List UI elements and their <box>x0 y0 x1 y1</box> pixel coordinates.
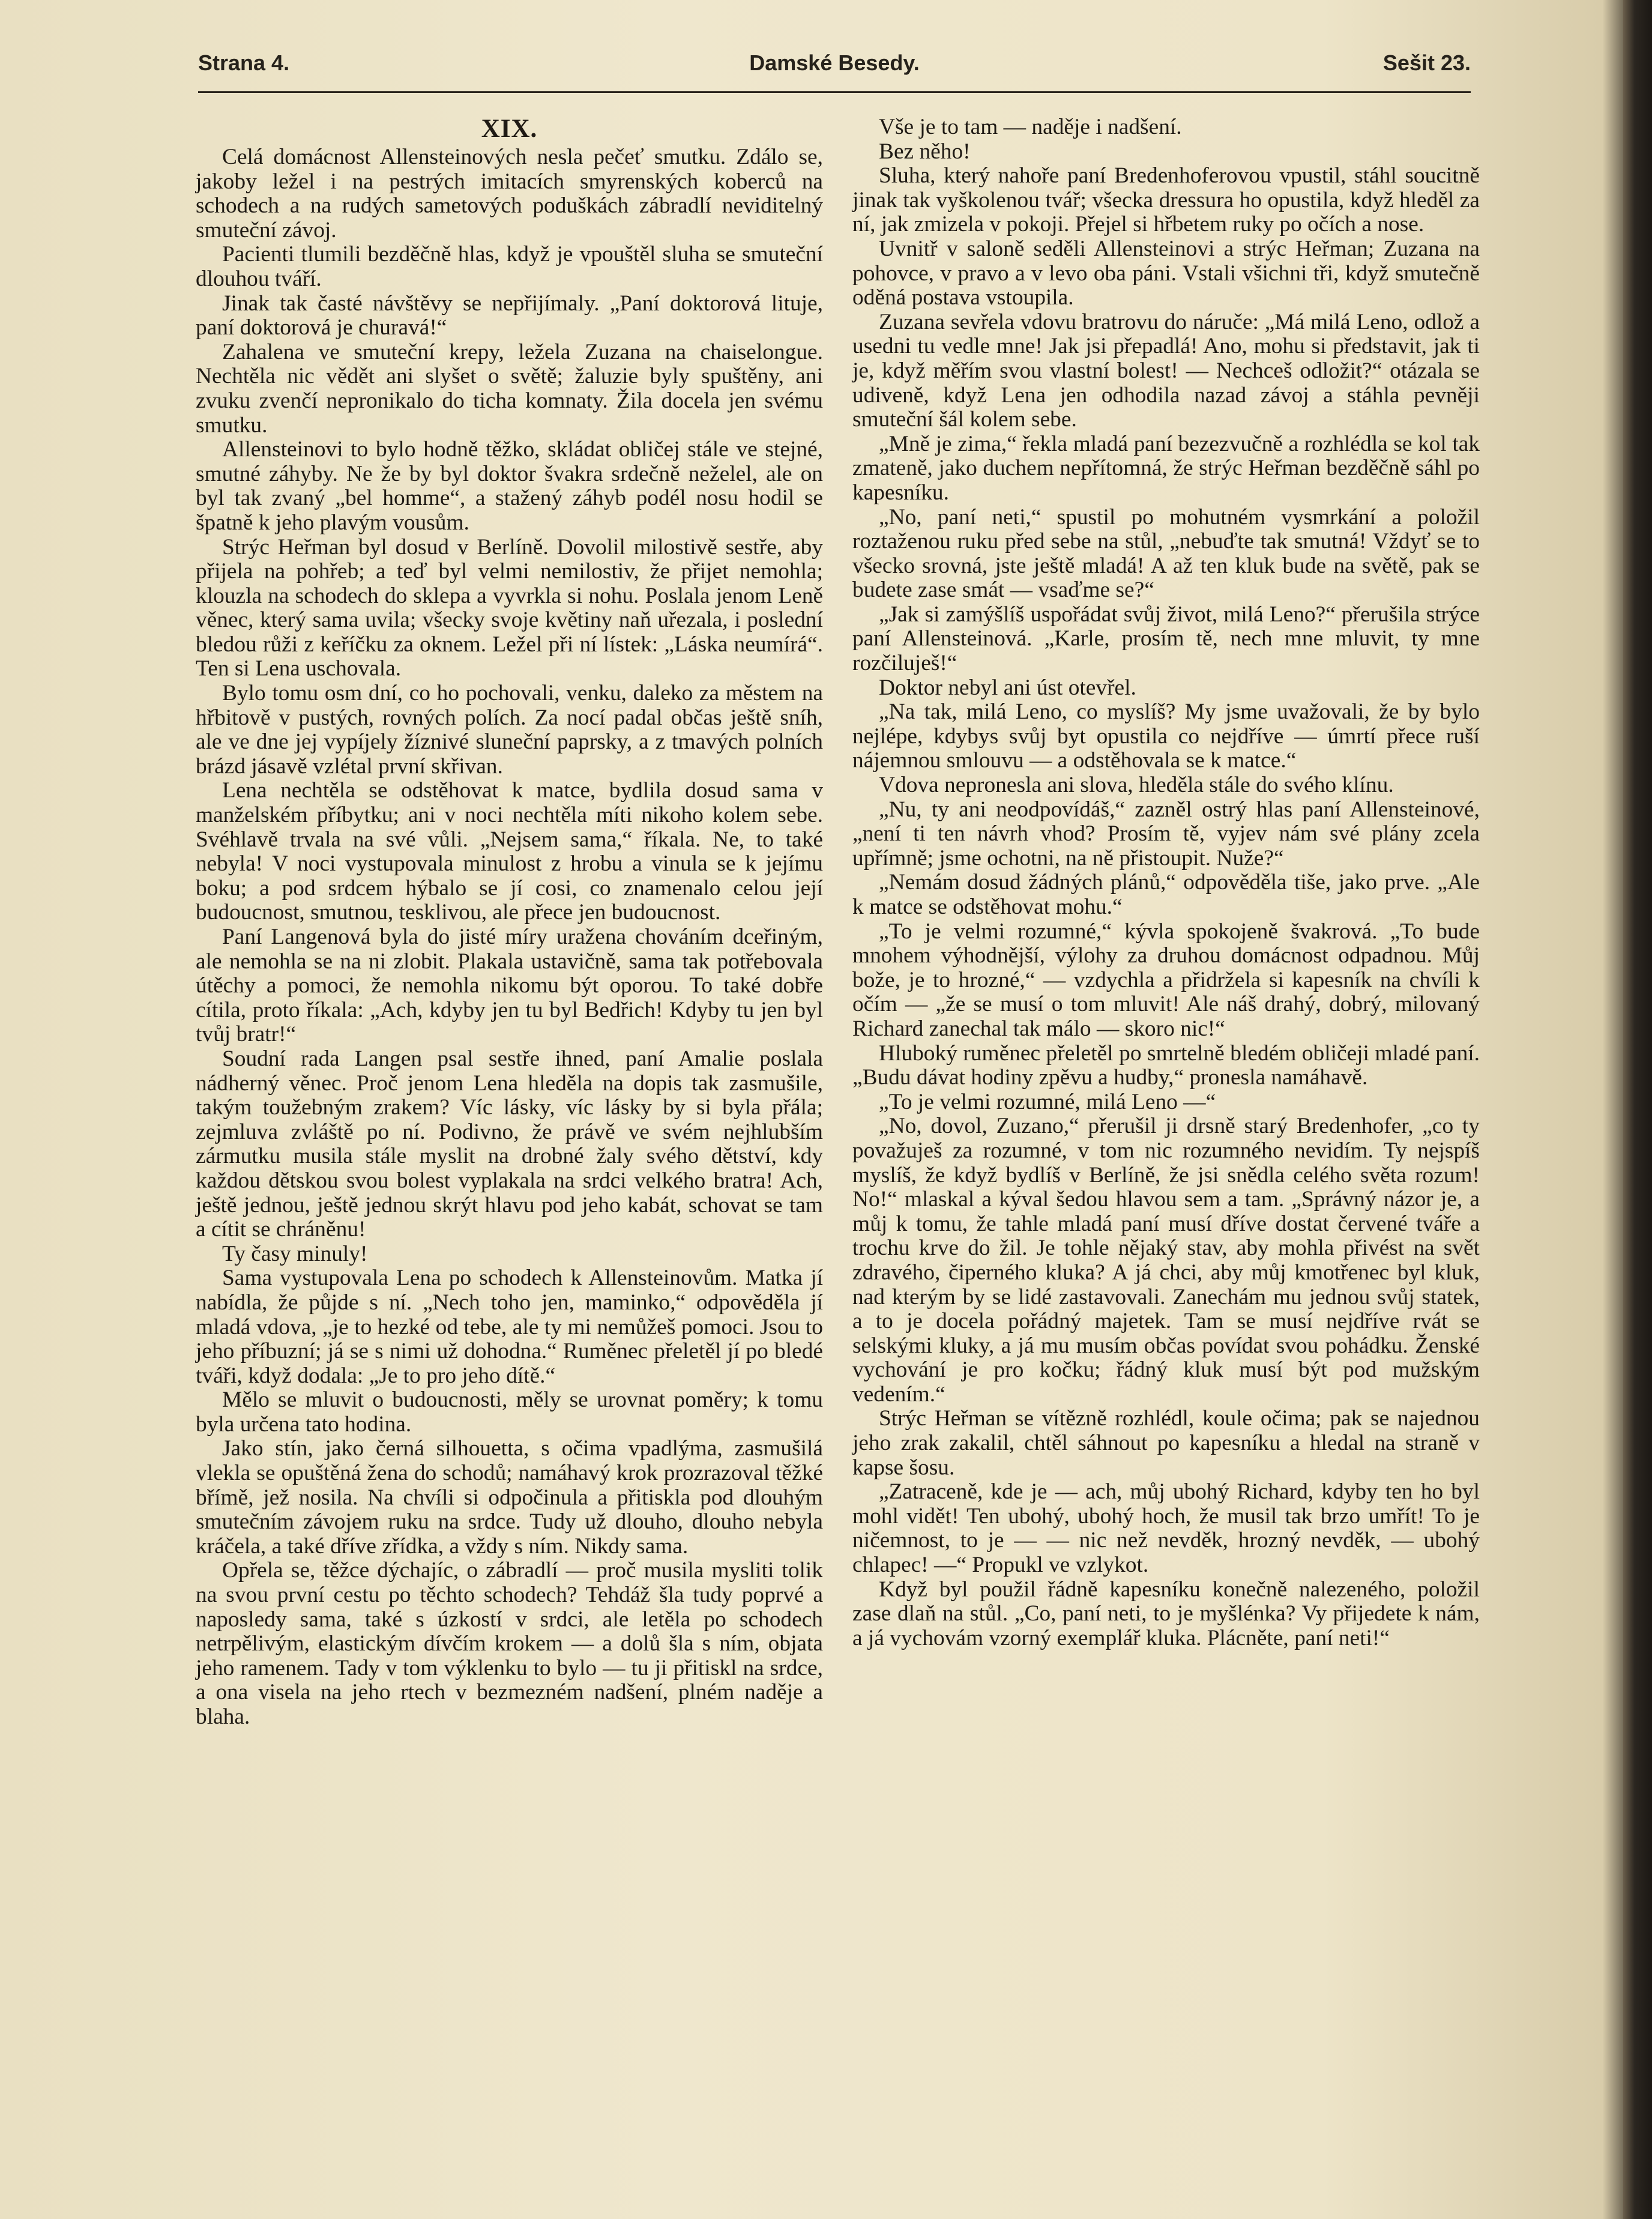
paragraph: Zuzana sevřela vdovu bratrovu do náruče: „Má milá Leno, odlož a usedni tu vedle mne! Jak jsi přepadlá! Ano, mohu si představit, jak ti je, když měřím svou vlastní bolest! — Nechceš odložit?“ otázala se udiveně, když Lena jen odhodila nazad závoj a stáhla pevněji smuteční šál kolem sebe. <box>852 309 1480 432</box>
paragraph: „Zatraceně, kde je — ach, můj ubohý Richard, kdyby ten ho byl mohl vidět! Ten ubohý, ubohý hoch, že musil tak brzo umřít! To je ničemnost, to je — — nic než nevděk, hrozný nevděk, — ubohý chlapec! —“ Propukl ve vzlykot. <box>852 1479 1480 1578</box>
book-binding-edge <box>1623 0 1652 2219</box>
paragraph: Soudní rada Langen psal sestře ihned, paní Amalie poslala nádherný věnec. Proč jenom Lena hleděla na dopis tak zasmušile, takým toužebným zrakem? Víc lásky, víc lásky by si byla přála; zejmluva zvláště po ní. Podivno, že právě ve svém nejhlubším zármutku musila stále myslit na drobné žaly svého dětství, kdy každou dětskou svou bolest vyplakala na srdci velkého bratra! Ach, ještě jednou, ještě jednou skrýt hlavu pod jeho kabát, schovat se tam a cítit se chráněnu! <box>196 1046 823 1242</box>
paragraph: Vše je to tam — naděje i nadšení. <box>879 115 1182 139</box>
paragraph: Strýc Heřman byl dosud v Berlíně. Dovolil milostivě sestře, aby přijela na pohřeb; a teď byl velmi nemilostiv, že přijet nemohla; klouzla na schodech do sklepa a vyvrkla si nohu. Poslala jenom Leně věnec, který sama uvila; všecky svoje květiny naň uřezala, i poslední bledou růži z keříčku za oknem. Ležel při ní lístek: „Láska neumírá“. Ten si Lena uschovala. <box>196 534 823 681</box>
paragraph: Lena nechtěla se odstěhovat k matce, bydlila dosud sama v manželském příbytku; ani v noci nechtěla míti nikoho kolem sebe. Svéhlavě trvala na své vůli. „Nejsem sama,“ říkala. Ne, to také nebyla! V noci vystupovala minulost z hrobu a vinula se k jejímu boku; a pod srdcem hýbalo se jí cosi, co znamenalo celou její budoucnost, smutnou, tesklivou, ale přece jen budoucnost. <box>196 778 823 925</box>
paragraph: Sluha, který nahoře paní Bredenhoferovou vpustil, stáhl soucitně jinak tak vyškolenou tvář; všecka dressura ho opustila, když hleděl za ní, jak zmizela v pokoji. Přejel si hřbetem ruky po očích a nose. <box>852 163 1480 237</box>
paragraph: Bylo tomu osm dní, co ho pochovali, venku, daleko za městem na hřbitově v pustých, rovných polích. Za nocí padal občas ještě sníh, ale ve dne jej vypíjely žíznivé sluneční paprsky, a z tmavých polních brázd jásavě vzlétal první skřivan. <box>196 681 823 779</box>
paragraph: „No, dovol, Zuzano,“ přerušil ji drsně starý Bredenhofer, „co ty považuješ za rozumné, v tom nic rozumného nevidím. Ty nejspíš myslíš, že když bydlíš v Berlíně, že jsi snědla celého světa rozum! No!“ mlaskal a kýval šedou hlavou sem a tam. „Správný názor je, a můj k tomu, že tahle mladá paní musí dříve dostat červené tváře a trochu krve do žil. Je tohle nějaký stav, aby mohla přivést na svět zdravého, čiperného kluka? A já chci, aby můj kmotřenec byl kluk, nad kterým by se lidé zastavovali. Zanechám mu jednou svůj statek, a to je docela pořádný majetek. Tam se musí nejdříve rvát se selskými kluky, a já mu musím občas povídat svou pohádku. Ženské vychování je pro kočku; řádný kluk musí být pod mužským vedením.“ <box>852 1114 1480 1407</box>
left-column <box>196 115 823 1730</box>
paragraph: Celá domácnost Allensteinových nesla pečeť smutku. Zdálo se, jakoby ležel i na pestrých imitacích smyrenských koberců na schodech a na rudých sametových poduškách zábradlí neviditelný smuteční závoj. <box>196 145 823 243</box>
paragraph: Zahalena ve smuteční krepy, ležela Zuzana na chaiselongue. Nechtěla nic vědět ani slyšet o světě; žaluzie byly spuštěny, ani zvuku zvenčí nepronikalo do ticha komnaty. Žila docela jen svému smutku. <box>196 339 823 438</box>
paragraph: Sama vystupovala Lena po schodech k Allensteinovům. Matka jí nabídla, že půjde s ní. „Nech toho jen, maminko,“ odpověděla jí mladá vdova, „je to hezké od tebe, ale ty mi nemůžeš pomoci. Jsou to jeho příbuzní; já se s nimi už dohodna.“ Ruměnec přeletěl jí po bledé tváři, když dodala: „Je to pro jeho dítě.“ <box>196 1266 823 1388</box>
paragraph: Allensteinovi to bylo hodně těžko, skládat obličej stále ve stejné, smutné záhyby. Ne že by byl doktor švakra srdečně neželel, ale on byl tak zvaný „bel homme“, a stažený záhyb podél nosu hodil se špatně k jeho plavým vousům. <box>196 437 823 535</box>
paragraph: „Mně je zima,“ řekla mladá paní bezezvučně a rozhlédla se kol tak zmateně, jako duchem nepřítomná, že strýc Heřman bezděčně sáhl po kapesníku. <box>852 431 1480 505</box>
paragraph: Hluboký ruměnec přeletěl po smrtelně bledém obličeji mladé paní. „Budu dávat hodiny zpěvu a hudby,“ pronesla namáhavě. <box>852 1040 1480 1090</box>
issue-number: Sešit 23. <box>1382 50 1471 75</box>
page-number: Strana 4. <box>198 50 290 75</box>
paragraph: Paní Langenová byla do jisté míry uražena chováním dceřiným, ale nemohla se na ni zlobit. Plakala ustavičně, sama tak potřebovala útěchy a pomoci, že nemohla nikomu být oporou. To také dobře cítila, proto říkala: „Ach, kdyby jen tu byl Bedřich! Kdyby tu jen byl tvůj bratr!“ <box>196 925 823 1047</box>
paragraph: Bez něho! <box>879 139 971 164</box>
paragraph: Vdova nepronesla ani slova, hleděla stále do svého klínu. <box>879 773 1394 798</box>
paragraph: „To je velmi rozumné, milá Leno —“ <box>879 1089 1216 1114</box>
paragraph: Jako stín, jako černá silhouetta, s očima vpadlýma, zasmušilá vlekla se opuštěná žena do schodů; namáhavý krok prozrazoval těžké břímě, jež nosila. Na chvíli si odpočinula a přitiskla pod dlouhým smutečním závojem ruku na srdce. Tudy už dlouho, dlouho nebyla kráčela, a také dříve zřídka, a vždy s ním. Nikdy sama. <box>196 1436 823 1559</box>
paragraph: „Jak si zamýšlíš uspořádat svůj život, milá Leno?“ přerušila strýce paní Allensteinová. „Karle, prosím tě, nech mne mluvit, ty mne rozčiluješ!“ <box>852 602 1480 676</box>
paragraph: Pacienti tlumili bezděčně hlas, když je vpouštěl sluha se smuteční dlouhou tváří. <box>196 242 823 291</box>
magazine-title: Damské Besedy. <box>749 50 920 75</box>
header-rule <box>198 91 1471 93</box>
paragraph: Když byl použil řádně kapesníku konečně nalezeného, položil zase dlaň na stůl. „Co, paní neti, to je myšlénka? Vy přijedete k nám, a já vychovám vzorný exemplář kluka. Plácněte, paní neti!“ <box>852 1577 1480 1650</box>
paragraph: Uvnitř v saloně seděli Allensteinovi a strýc Heřman; Zuzana na pohovce, v pravo a v levo oba páni. Vstali všichni tři, když smutečně oděná postava vstoupila. <box>852 236 1480 310</box>
paragraph: Doktor nebyl ani úst otevřel. <box>879 675 1136 700</box>
paragraph: Strýc Heřman se vítězně rozhlédl, koule očima; pak se najednou jeho zrak zakalil, chtěl sáhnout po kapesníku a hledal na straně v kapse šosu. <box>852 1406 1480 1480</box>
chapter-heading: XIX. <box>481 115 538 143</box>
paragraph: „To je velmi rozumné,“ kývla spokojeně švakrová. „To bude mnohem výhodnější, výlohy za druhou domácnost odpadnou. Můj bože, je to hrozné,“ — vzdychla a přidržela si kapesník na chvíli k očím — „že se musí o tom mluvit! Ale náš drahý, dobrý, milovaný Richard zanechal tak málo — skoro nic!“ <box>852 919 1480 1041</box>
paragraph: „Nemám dosud žádných plánů,“ odpověděla tiše, jako prve. „Ale k matce se odstěhovat mohu.“ <box>852 870 1480 919</box>
paragraph: Jinak tak časté návštěvy se nepřijímaly. „Paní doktorová lituje, paní doktorová je churavá!“ <box>196 291 823 340</box>
paragraph: „Na tak, milá Leno, co myslíš? My jsme uvažovali, že by bylo nejlépe, kdybys svůj byt opustila co nejdříve — úmrtí přece ruší nájemnou smlouvu — a odstěhovala se k matce.“ <box>852 699 1480 773</box>
paragraph: Opřela se, těžce dýchajíc, o zábradlí — proč musila mysliti tolik na svou první cestu po těchto schodech? Tehdáž šla tudy poprvé a naposledy sama, také s úzkostí v srdci, ale letěla po schodech netrpělivým, elastickým dívčím krokem — a dolů šla s ním, objata jeho ramenem. Tady v tom výklenku to bylo — tu ji přitiskl na srdce, a ona visela na jeho rtech v bezmezném nadšení, plném naděje a blaha. <box>196 1558 823 1729</box>
paragraph: „No, paní neti,“ spustil po mohutném vysmrkání a položil roztaženou ruku před sebe na stůl, „nebuďte tak smutná! Vždyť se to všecko srovná, jste ještě mladá! A až ten kluk bude na světě, pak se budete zase smát — vsaďme se?“ <box>852 504 1480 603</box>
paragraph: Ty časy minuly! <box>222 1241 368 1266</box>
page-header <box>198 50 1471 86</box>
paragraph: „Nu, ty ani neodpovídáš,“ zazněl ostrý hlas paní Allensteinové, „není ti ten návrh vhod? Prosím tě, vyjev nám své plány zcela upřímně; jsme ochotni, na ně přistoupit. Nuže?“ <box>852 797 1480 871</box>
right-column <box>852 115 1480 1650</box>
paragraph: Mělo se mluvit o budoucnosti, měly se urovnat poměry; k tomu byla určena tato hodina. <box>196 1387 823 1437</box>
